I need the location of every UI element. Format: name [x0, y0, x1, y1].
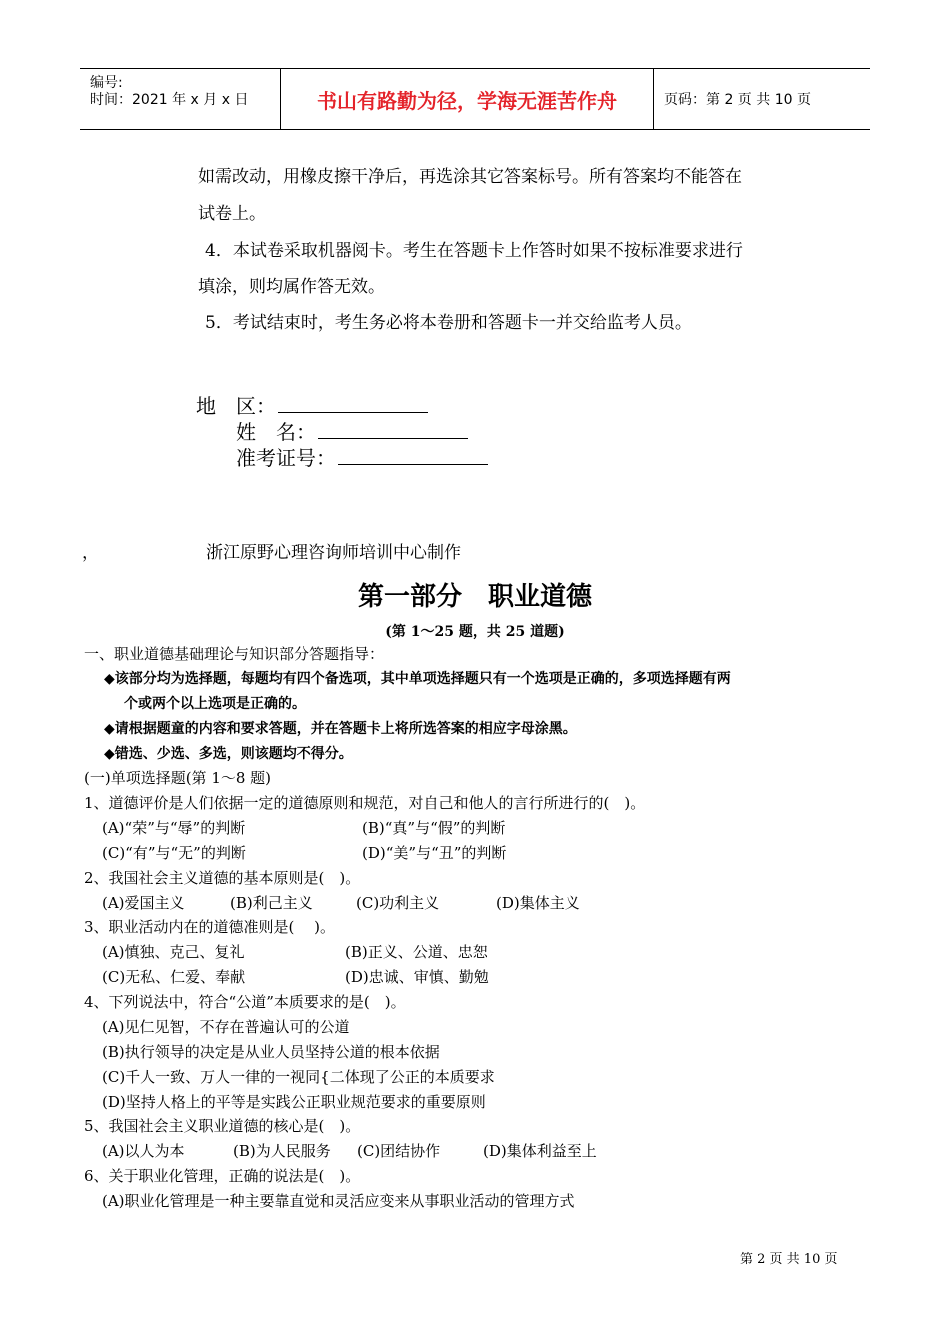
option-3c: (C)无私、仁爱、奉献 [102, 968, 246, 986]
rule-2: ◆请根据题童的内容和要求答题，并在答题卡上将所选答案的相应字母涂黑。 [104, 721, 577, 737]
producer-comma: ， [82, 543, 99, 563]
ticket-input-line[interactable] [338, 448, 488, 465]
ticket-field [236, 446, 488, 470]
question-1: 1、道德评价是人们依据一定的道德原则和规范，对自己和他人的言行所进行的( )。 [84, 794, 646, 812]
option-2a: (A)爱国主义 [102, 894, 185, 912]
question-6: 6、关于职业化管理，正确的说法是( )。 [84, 1167, 361, 1185]
page-header [80, 68, 870, 130]
name-input-line[interactable] [318, 422, 468, 439]
option-4a: (A)见仁见智，不存在普遍认可的公道 [102, 1018, 350, 1036]
rule-3: ◆错选、少选、多选，则该题均不得分。 [104, 746, 353, 762]
time-label: 时间：2021 年 x 月 x 日 [90, 92, 249, 108]
code-label: 编号: [90, 75, 123, 91]
instruction-line: 5．考试结束时，考生务必将本卷册和答题卡一并交给监考人员。 [205, 313, 692, 333]
header-meta-cell [80, 69, 281, 129]
region-field [196, 394, 428, 418]
section-subtitle: (第 1～25 题，共 25 道题) [385, 624, 565, 640]
ticket-label: 准考证号： [236, 446, 336, 470]
region-label: 地 区： [196, 394, 276, 418]
section-title: 第一部分 职业道德 [357, 582, 592, 612]
option-1a: (A)“荣”与“辱”的判断 [102, 819, 246, 837]
option-2b: (B)利己主义 [230, 894, 313, 912]
option-1b: (B)“真”与“假”的判断 [362, 819, 506, 837]
question-5: 5、我国社会主义职业道德的核心是( )。 [84, 1117, 361, 1135]
option-5d: (D)集体利益至上 [483, 1142, 597, 1160]
instruction-line: 4．本试卷采取机器阅卡。考生在答题卡上作答时如果不按标准要求进行 [205, 241, 743, 261]
motto: 书山有路勤为径，学海无涯苦作舟 [281, 69, 654, 129]
instruction-line: 试卷上。 [198, 204, 266, 224]
option-5b: (B)为人民服务 [233, 1142, 331, 1160]
instruction-line: 如需改动，用橡皮擦干净后，再选涂其它答案标号。所有答案均不能答在 [198, 167, 742, 187]
rule-1: ◆该部分均为选择题，每题均有四个备选项，其中单项选择题只有一个选项是正确的，多项选择题有两 [104, 671, 731, 687]
name-field [236, 420, 468, 444]
option-4b: (B)执行领导的决定是从业人员坚持公道的根本依据 [102, 1043, 440, 1061]
page-footer: 第 2 页 共 10 页 [740, 1252, 838, 1267]
option-2c: (C)功利主义 [356, 894, 440, 912]
option-3b: (B)正义、公道、忠恕 [345, 943, 488, 961]
question-3: 3、职业活动内在的道德准则是( )。 [84, 918, 336, 936]
region-input-line[interactable] [278, 396, 428, 413]
question-4: 4、下列说法中，符合“公道”本质要求的是( )。 [84, 993, 406, 1011]
option-1c: (C)“有”与“无”的判断 [102, 844, 246, 862]
option-2d: (D)集体主义 [496, 894, 580, 912]
guide-heading: 一、职业道德基础理论与知识部分答题指导： [84, 645, 385, 663]
option-4d: (D)坚持人格上的平等是实践公正职业规范要求的重要原则 [102, 1093, 486, 1111]
option-4c: (C)千人一致、万人一律的一视同{二体现了公正的本质要求 [102, 1068, 495, 1086]
option-3d: (D)忠诚、审慎、勤勉 [345, 968, 489, 986]
option-6a: (A)职业化管理是一种主要靠直觉和灵活应变来从事职业活动的管理方式 [102, 1192, 575, 1210]
option-3a: (A)慎独、克己、复礼 [102, 943, 245, 961]
single-choice-heading: (一)单项选择题(第 1～8 题) [84, 769, 272, 787]
producer-text: 浙江原野心理咨询师培训中心制作 [206, 543, 461, 563]
option-1d: (D)“美”与“丑”的判断 [362, 844, 507, 862]
instruction-line: 填涂，则均属作答无效。 [198, 277, 385, 297]
option-5a: (A)以人为本 [102, 1142, 185, 1160]
option-5c: (C)团结协作 [357, 1142, 441, 1160]
question-2: 2、我国社会主义道德的基本原则是( )。 [84, 869, 361, 887]
name-label: 姓 名： [236, 420, 316, 444]
page-info: 页码：第 2 页 共 10 页 [664, 92, 811, 108]
rule-1-cont: 个或两个以上选项是正确的。 [124, 696, 306, 712]
